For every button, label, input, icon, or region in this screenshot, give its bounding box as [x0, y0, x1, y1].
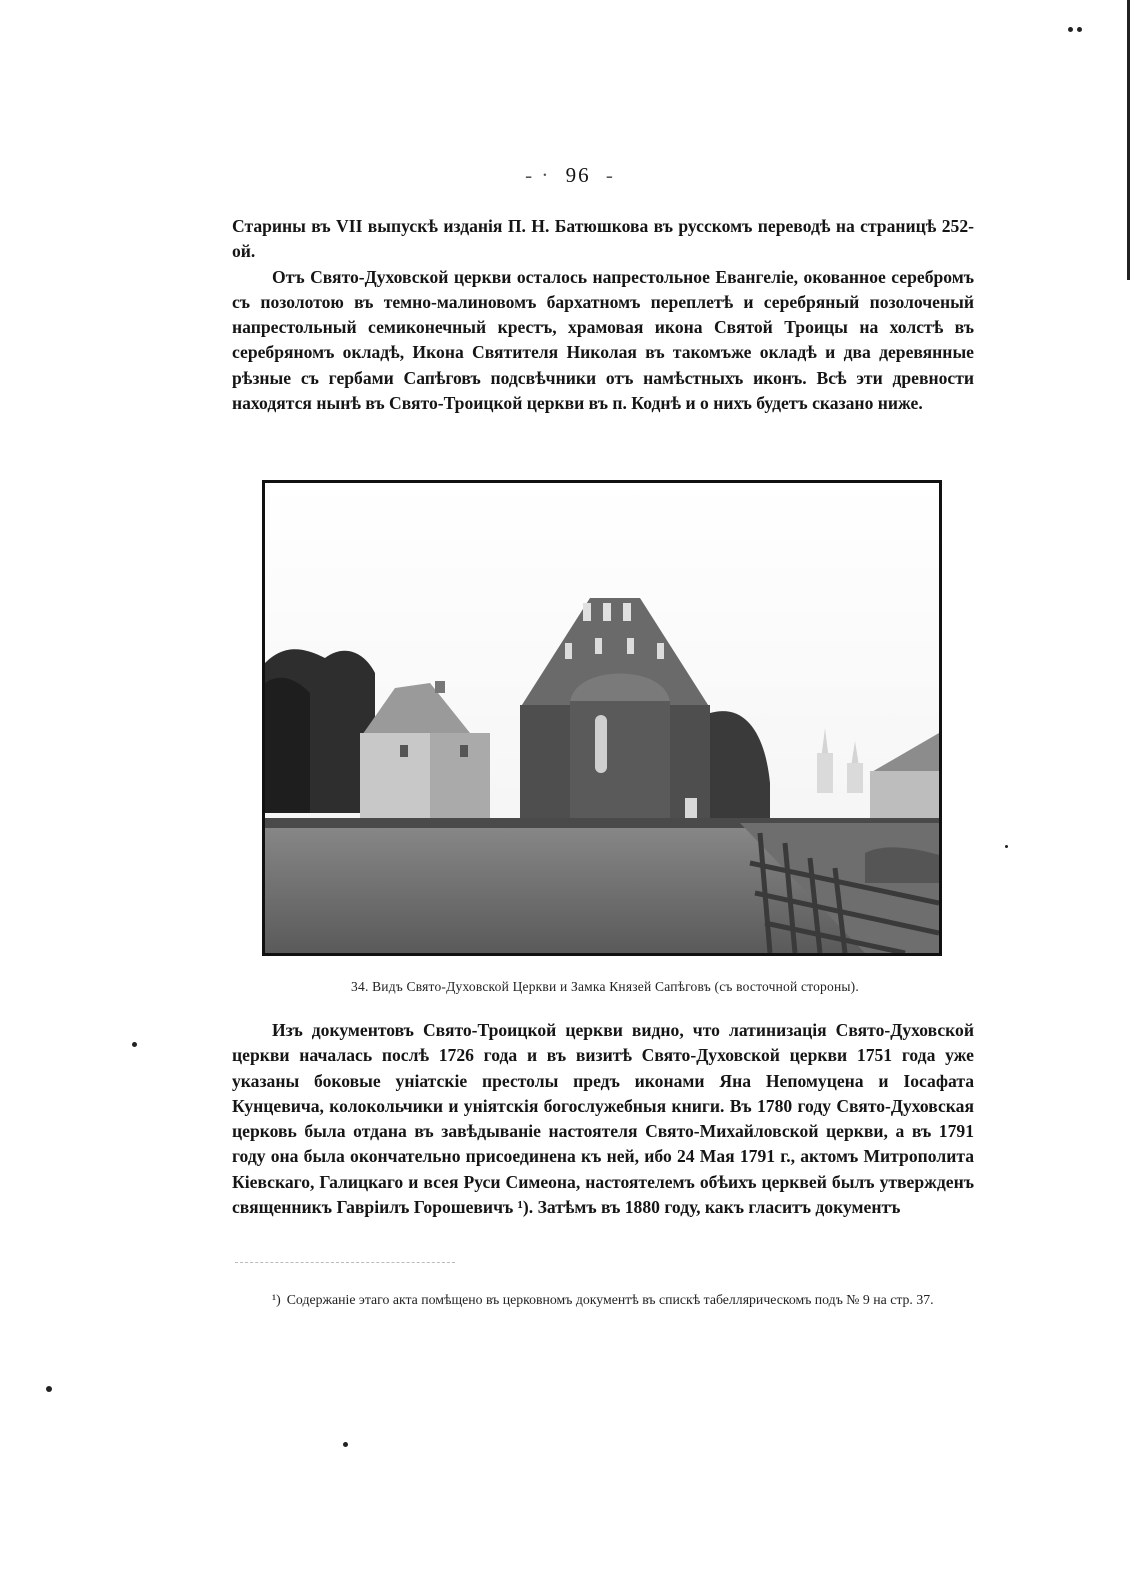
scan-edge-mark [1127, 0, 1130, 280]
scan-speck [132, 1042, 137, 1047]
body-text-top [232, 214, 974, 416]
page-number-line [0, 163, 1140, 188]
figure-caption: 34. Видъ Свято-Духовской Церкви и Замка Князей Сапѣговъ (съ восточной стороны). [351, 979, 859, 994]
paragraph: Старины въ VII выпускѣ изданія П. Н. Батюшкова въ русскомъ переводѣ на страницѣ 252-ой. [232, 216, 974, 262]
footnote-rule [235, 1262, 455, 1263]
page-number-dash: - [605, 163, 615, 187]
scan-speck [343, 1442, 348, 1447]
paragraph: Изъ документовъ Свято-Троицкой церкви видно, что латинизація Свято-Духовской церкви началась послѣ 1726 года и въ визитѣ Свято-Духовской церкви 1751 года уже указаны боковые уніатскіе престолы предъ иконами Яна Непомуцена и Іосафата Кунцевича, колокольчики и уніятскія богослужебныя книги. Въ 1780 году Свято-Духовская церковь была отдана въ завѣдываніе настоятеля Свято-Михайловской церкви, а въ 1791 году она была окончательно присоединена къ ней, ибо 24 Мая 1791 г., актомъ Митрополита Кіевскаго, Галицкаго и всея Руси Симеона, настоятелемъ обѣихъ церквей былъ утвержденъ священникъ Гавріилъ Горошевичъ ¹). Затѣмъ въ 1880 году, какъ гласитъ документъ [232, 1020, 974, 1218]
footnote-marker: ¹) [272, 1292, 281, 1307]
scan-speck [1068, 27, 1073, 32]
page-number-dash: - · [525, 163, 551, 187]
scan-speck [1005, 845, 1008, 848]
paragraph: Отъ Свято-Духовской церкви осталось напрестольное Евангеліе, окованное серебромъ съ позолотою въ темно-малиновомъ бархатномъ переплетѣ и серебряный позолоченый напрестольный семиконечный крестъ, храмовая икона Святой Троицы на холстѣ въ серебряномъ окладѣ, Икона Святителя Николая въ такомъже окладѣ и два деревянные рѣзные съ гербами Сапѣговъ подсвѣчники отъ намѣстныхъ иконъ. Всѣ эти древности находятся нынѣ въ Свято-Троицкой церкви въ п. Коднѣ и о нихъ будетъ сказано ниже. [232, 266, 974, 414]
church-photograph-illustration [265, 483, 939, 953]
footnote [232, 1290, 974, 1310]
scan-speck [1077, 27, 1082, 32]
church-photograph [262, 480, 942, 956]
footnote-text: Содержаніе этаго акта помѣщено въ церковномъ документѣ въ спискѣ табеллярическомъ подъ № 9 на стр. 37. [286, 1292, 934, 1307]
body-text-bottom [232, 1018, 974, 1220]
page-number: 96 [565, 163, 591, 187]
scan-speck [46, 1386, 52, 1392]
